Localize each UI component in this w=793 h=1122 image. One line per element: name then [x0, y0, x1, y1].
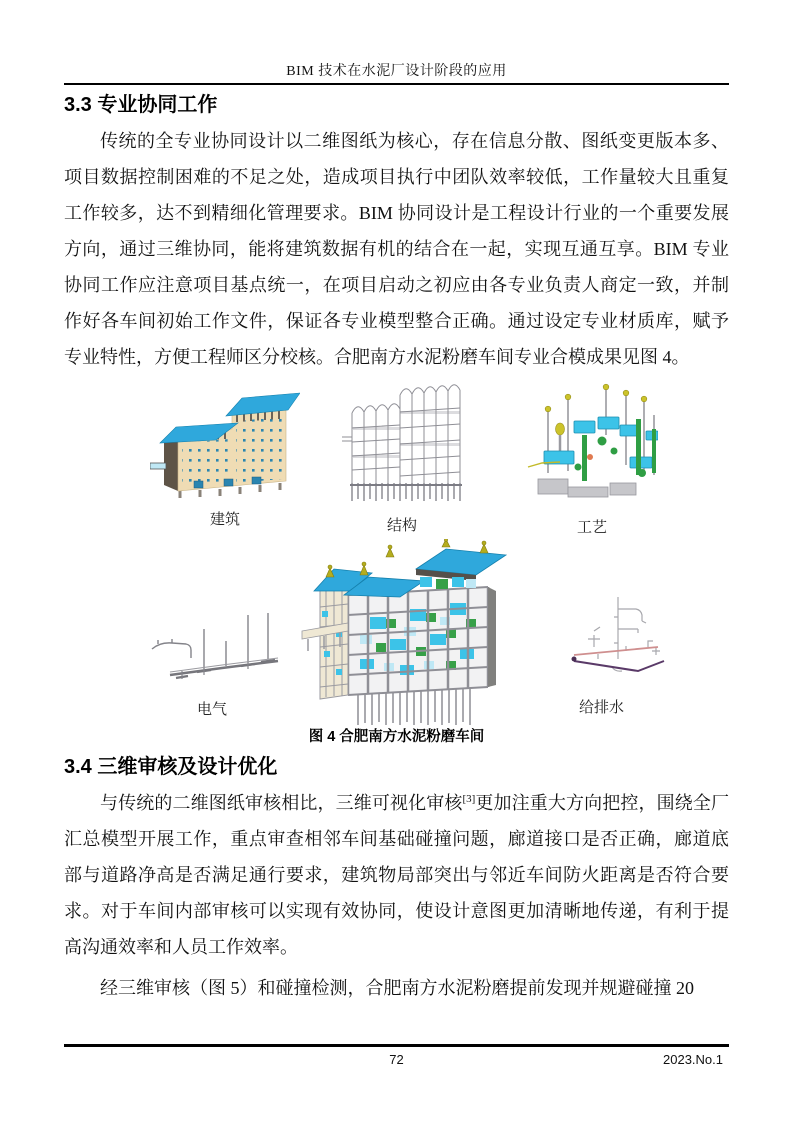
section-heading-34: 3.4 三维审核及设计优化 [64, 756, 278, 778]
paragraph-34-1 [64, 785, 729, 965]
combined-model-image [300, 539, 512, 727]
architecture-model-image [150, 385, 300, 503]
label-process: 工艺 [576, 520, 607, 536]
figure-combined-model [300, 539, 512, 727]
figure-4 [64, 375, 729, 747]
label-electrical: 电气 [196, 702, 227, 718]
figure-electrical [142, 597, 282, 719]
page-header [64, 0, 729, 85]
figure-process [526, 375, 658, 537]
paragraph-34-2: 经三维审核（图 5）和碰撞检测，合肥南方水泥粉磨提前发现并规避碰撞 20 [100, 978, 694, 998]
running-title: BIM 技术在水泥厂设计阶段的应用 [286, 64, 507, 79]
paragraph-34-1-text-cont: 更加注重大方向把控，围绕全厂汇总模型开展工作，重点审查相邻车间基础碰撞问题，廊道接口是否正确，廊道底部与道路净高是否满足通行要求，建筑物局部突出与邻近车间防火距离是否符合要求。对于车间内部审核可以实现有效协同，使设计意图更加清晰地传递，有利于提高沟通效率和人员工作效率。 [64, 793, 729, 957]
citation-ref-3: [3] [462, 793, 476, 805]
process-model-image [526, 375, 658, 511]
structure-model-image [338, 375, 466, 509]
page-footer [64, 1044, 729, 1077]
page-number: 72 [389, 1052, 404, 1067]
label-architecture: 建筑 [209, 512, 240, 528]
figure-plumbing [534, 589, 669, 717]
plumbing-model-image [534, 589, 669, 691]
page-content [64, 92, 729, 1006]
figure-structure [338, 375, 466, 535]
figure-4-caption: 图 4 合肥南方水泥粉磨车间 [308, 729, 485, 745]
paragraph-34-1-text: 与传统的二维图纸审核相比，三维可视化审核 [100, 793, 463, 813]
label-plumbing: 给排水 [578, 700, 624, 716]
paragraph-33-1: 传统的全专业协同设计以二维图纸为核心，存在信息分散、图纸变更版本多、项目数据控制困难的不足之处，造成项目执行中团队效率较低，工作量较大且重复工作较多，达不到精细化管理要求。BIM 协同设计是工程设计行业的一个重要发展方向，通过三维协同，能将建筑数据有机的结合在一起，实现互通互享。BIM 专业协同工作应注意项目基点统一，在项目启动之初应由各专业负责人商定一致，并制作好各车间初始工作文件，保证各专业模型整合正确。通过设定专业材质库，赋予专业特性，方便工程师区分校核。合肥南方水泥粉磨车间专业合模成果见图 4。 [64, 131, 729, 367]
electrical-model-image [142, 597, 282, 693]
issue-number: 2023.No.1 [663, 1052, 723, 1067]
figure-architecture [150, 385, 300, 529]
section-heading-33: 3.3 专业协同工作 [64, 94, 218, 116]
label-structure: 结构 [386, 518, 417, 534]
